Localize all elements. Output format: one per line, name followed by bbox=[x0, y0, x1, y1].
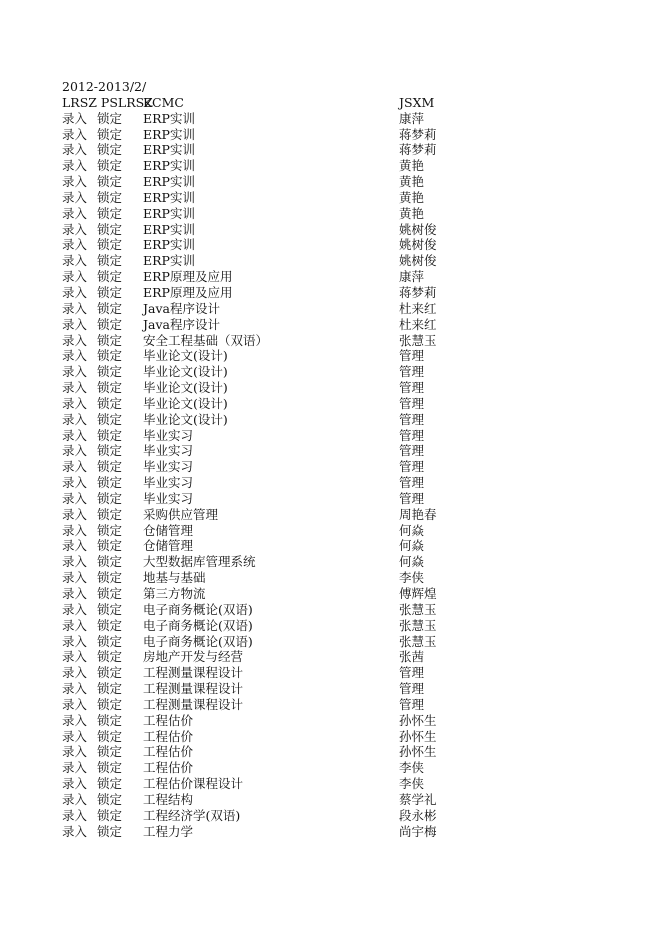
kcmc-cell: 毕业实习 bbox=[143, 490, 194, 506]
table-row bbox=[62, 475, 622, 491]
jsxm-cell: 蔡学礼 bbox=[399, 791, 437, 807]
header-jsxm: JSXM bbox=[399, 94, 435, 110]
jsxm-cell: 管理 bbox=[399, 696, 425, 712]
pslrsz-cell: 锁定 bbox=[97, 538, 123, 554]
lrsz-cell: 录入 bbox=[62, 142, 88, 158]
kcmc-cell: 毕业论文(设计) bbox=[143, 411, 228, 427]
kcmc-cell: Java程序设计 bbox=[143, 316, 220, 332]
lrsz-cell: 录入 bbox=[62, 538, 88, 554]
lrsz-cell: 录入 bbox=[62, 221, 88, 237]
pslrsz-cell: 锁定 bbox=[97, 459, 123, 475]
table-row bbox=[62, 333, 622, 349]
jsxm-cell: 康萍 bbox=[399, 269, 425, 285]
kcmc-cell: ERP实训 bbox=[143, 189, 195, 205]
pslrsz-cell: 锁定 bbox=[97, 300, 123, 316]
lrsz-cell: 录入 bbox=[62, 380, 88, 396]
kcmc-cell: 工程估价课程设计 bbox=[143, 776, 244, 792]
kcmc-cell: 工程估价 bbox=[143, 728, 194, 744]
lrsz-cell: 录入 bbox=[62, 554, 88, 570]
table-row bbox=[62, 507, 622, 523]
lrsz-cell: 录入 bbox=[62, 633, 88, 649]
table-row bbox=[62, 491, 622, 507]
table-row bbox=[62, 538, 622, 554]
lrsz-cell: 录入 bbox=[62, 665, 88, 681]
pslrsz-cell: 锁定 bbox=[97, 696, 123, 712]
pslrsz-cell: 锁定 bbox=[97, 221, 123, 237]
table-row bbox=[62, 808, 622, 824]
jsxm-cell: 黄艳 bbox=[399, 205, 425, 221]
table-row bbox=[62, 760, 622, 776]
table-row bbox=[62, 776, 622, 792]
lrsz-cell: 录入 bbox=[62, 269, 88, 285]
jsxm-cell: 周艳春 bbox=[399, 506, 437, 522]
pslrsz-cell: 锁定 bbox=[97, 475, 123, 491]
header-kcmc: KCMC bbox=[143, 94, 184, 110]
kcmc-cell: 采购供应管理 bbox=[143, 506, 219, 522]
kcmc-cell: 房地产开发与经营 bbox=[143, 649, 244, 665]
kcmc-cell: 电子商务概论(双语) bbox=[143, 617, 253, 633]
kcmc-cell: 工程测量课程设计 bbox=[143, 681, 244, 697]
jsxm-cell: 何焱 bbox=[399, 554, 425, 570]
pslrsz-cell: 锁定 bbox=[97, 728, 123, 744]
table-row bbox=[62, 301, 622, 317]
lrsz-cell: 录入 bbox=[62, 649, 88, 665]
kcmc-cell: ERP实训 bbox=[143, 110, 195, 126]
lrsz-cell: 录入 bbox=[62, 791, 88, 807]
pslrsz-cell: 锁定 bbox=[97, 253, 123, 269]
jsxm-cell: 张茜 bbox=[399, 649, 425, 665]
table-row bbox=[62, 158, 622, 174]
lrsz-cell: 录入 bbox=[62, 174, 88, 190]
lrsz-cell: 录入 bbox=[62, 823, 88, 839]
kcmc-cell: 电子商务概论(双语) bbox=[143, 601, 253, 617]
lrsz-cell: 录入 bbox=[62, 205, 88, 221]
jsxm-cell: 何焱 bbox=[399, 538, 425, 554]
lrsz-cell: 录入 bbox=[62, 411, 88, 427]
kcmc-cell: 安全工程基础（双语） bbox=[143, 332, 269, 348]
pslrsz-cell: 锁定 bbox=[97, 554, 123, 570]
pslrsz-cell: 锁定 bbox=[97, 205, 123, 221]
pslrsz-cell: 锁定 bbox=[97, 586, 123, 601]
jsxm-cell: 张慧玉 bbox=[399, 633, 437, 649]
table-row bbox=[62, 269, 622, 285]
lrsz-cell: 录入 bbox=[62, 712, 88, 728]
kcmc-cell: 毕业论文(设计) bbox=[143, 395, 228, 411]
table-row bbox=[62, 428, 622, 444]
pslrsz-cell: 锁定 bbox=[97, 776, 123, 792]
table-row bbox=[62, 443, 622, 459]
pslrsz-cell: 锁定 bbox=[97, 237, 123, 253]
pslrsz-cell: 锁定 bbox=[97, 174, 123, 190]
pslrsz-cell: 锁定 bbox=[97, 823, 123, 839]
pslrsz-cell: 锁定 bbox=[97, 158, 123, 174]
pslrsz-cell: 锁定 bbox=[97, 522, 123, 538]
kcmc-cell: ERP原理及应用 bbox=[143, 284, 233, 300]
jsxm-cell: 管理 bbox=[399, 681, 425, 697]
table-row bbox=[62, 222, 622, 238]
jsxm-cell: 管理 bbox=[399, 427, 425, 443]
kcmc-cell: ERP实训 bbox=[143, 142, 195, 158]
kcmc-cell: 毕业实习 bbox=[143, 427, 194, 443]
jsxm-cell: 段永彬 bbox=[399, 807, 437, 823]
table-body bbox=[62, 111, 622, 840]
kcmc-cell: 毕业实习 bbox=[143, 459, 194, 475]
lrsz-cell: 录入 bbox=[62, 617, 88, 633]
kcmc-cell: 工程估价 bbox=[143, 744, 194, 760]
kcmc-cell: 工程测量课程设计 bbox=[143, 665, 244, 681]
jsxm-cell: 康萍 bbox=[399, 110, 425, 126]
kcmc-cell: 工程经济学(双语) bbox=[143, 807, 241, 823]
jsxm-cell: 李侠 bbox=[399, 570, 425, 586]
pslrsz-cell: 锁定 bbox=[97, 284, 123, 300]
kcmc-cell: Java程序设计 bbox=[143, 300, 220, 316]
table-row bbox=[62, 174, 622, 190]
lrsz-cell: 录入 bbox=[62, 506, 88, 522]
lrsz-cell: 录入 bbox=[62, 601, 88, 617]
pslrsz-cell: 锁定 bbox=[97, 269, 123, 285]
kcmc-cell: ERP实训 bbox=[143, 253, 195, 269]
jsxm-cell: 孙怀生 bbox=[399, 712, 437, 728]
lrsz-cell: 录入 bbox=[62, 427, 88, 443]
jsxm-cell: 孙怀生 bbox=[399, 744, 437, 760]
kcmc-cell: 工程结构 bbox=[143, 791, 194, 807]
jsxm-cell: 管理 bbox=[399, 380, 425, 396]
jsxm-cell: 孙怀生 bbox=[399, 728, 437, 744]
pslrsz-cell: 锁定 bbox=[97, 760, 123, 776]
table-row bbox=[62, 744, 622, 760]
jsxm-cell: 黄艳 bbox=[399, 174, 425, 190]
lrsz-cell: 录入 bbox=[62, 158, 88, 174]
jsxm-cell: 管理 bbox=[399, 459, 425, 475]
jsxm-cell: 张慧玉 bbox=[399, 332, 437, 348]
lrsz-cell: 录入 bbox=[62, 681, 88, 697]
pslrsz-cell: 锁定 bbox=[97, 142, 123, 158]
table-row bbox=[62, 412, 622, 428]
table-row bbox=[62, 570, 622, 586]
jsxm-cell: 杜来红 bbox=[399, 316, 437, 332]
table-row bbox=[62, 523, 622, 539]
kcmc-cell: ERP原理及应用 bbox=[143, 269, 233, 285]
table-row bbox=[62, 602, 622, 618]
kcmc-cell: ERP实训 bbox=[143, 126, 195, 142]
jsxm-cell: 管理 bbox=[399, 395, 425, 411]
table-row bbox=[62, 618, 622, 634]
lrsz-cell: 录入 bbox=[62, 744, 88, 760]
header-row bbox=[62, 95, 622, 111]
jsxm-cell: 管理 bbox=[399, 411, 425, 427]
kcmc-cell: 地基与基础 bbox=[143, 570, 206, 586]
lrsz-cell: 录入 bbox=[62, 332, 88, 348]
term-label: 2012-2013/2/ bbox=[62, 79, 147, 94]
pslrsz-cell: 锁定 bbox=[97, 649, 123, 665]
lrsz-cell: 录入 bbox=[62, 253, 88, 269]
jsxm-cell: 管理 bbox=[399, 665, 425, 681]
lrsz-cell: 录入 bbox=[62, 459, 88, 475]
kcmc-cell: 工程测量课程设计 bbox=[143, 696, 244, 712]
pslrsz-cell: 锁定 bbox=[97, 443, 123, 459]
kcmc-cell: 毕业论文(设计) bbox=[143, 364, 228, 380]
kcmc-cell: ERP实训 bbox=[143, 158, 195, 174]
kcmc-cell: ERP实训 bbox=[143, 237, 195, 253]
table-row bbox=[62, 206, 622, 222]
table-row bbox=[62, 237, 622, 253]
lrsz-cell: 录入 bbox=[62, 475, 88, 491]
pslrsz-cell: 锁定 bbox=[97, 570, 123, 586]
lrsz-cell: 录入 bbox=[62, 300, 88, 316]
lrsz-cell: 录入 bbox=[62, 586, 88, 601]
kcmc-cell: ERP实训 bbox=[143, 205, 195, 221]
lrsz-cell: 录入 bbox=[62, 364, 88, 380]
lrsz-cell: 录入 bbox=[62, 728, 88, 744]
pslrsz-cell: 锁定 bbox=[97, 506, 123, 522]
pslrsz-cell: 锁定 bbox=[97, 348, 123, 364]
kcmc-cell: 仓储管理 bbox=[143, 522, 194, 538]
table-row bbox=[62, 459, 622, 475]
jsxm-cell: 姚树俊 bbox=[399, 253, 437, 269]
lrsz-cell: 录入 bbox=[62, 110, 88, 126]
lrsz-cell: 录入 bbox=[62, 807, 88, 823]
pslrsz-cell: 锁定 bbox=[97, 681, 123, 697]
pslrsz-cell: 锁定 bbox=[97, 601, 123, 617]
pslrsz-cell: 锁定 bbox=[97, 712, 123, 728]
kcmc-cell: 第三方物流 bbox=[143, 586, 206, 601]
jsxm-cell: 蒋梦莉 bbox=[399, 126, 437, 142]
term-row bbox=[62, 79, 622, 95]
kcmc-cell: 工程估价 bbox=[143, 712, 194, 728]
table-row bbox=[62, 127, 622, 143]
pslrsz-cell: 锁定 bbox=[97, 110, 123, 126]
lrsz-cell: 录入 bbox=[62, 760, 88, 776]
jsxm-cell: 管理 bbox=[399, 364, 425, 380]
lrsz-cell: 录入 bbox=[62, 348, 88, 364]
table-row bbox=[62, 554, 622, 570]
pslrsz-cell: 锁定 bbox=[97, 395, 123, 411]
jsxm-cell: 姚树俊 bbox=[399, 237, 437, 253]
lrsz-cell: 录入 bbox=[62, 237, 88, 253]
jsxm-cell: 尚宇梅 bbox=[399, 823, 437, 839]
kcmc-cell: 大型数据库管理系统 bbox=[143, 554, 256, 570]
course-sheet bbox=[62, 79, 622, 840]
table-row bbox=[62, 190, 622, 206]
jsxm-cell: 张慧玉 bbox=[399, 617, 437, 633]
kcmc-cell: 工程估价 bbox=[143, 760, 194, 776]
jsxm-cell: 管理 bbox=[399, 490, 425, 506]
table-row bbox=[62, 142, 622, 158]
table-row bbox=[62, 111, 622, 127]
pslrsz-cell: 锁定 bbox=[97, 189, 123, 205]
kcmc-cell: ERP实训 bbox=[143, 221, 195, 237]
table-row bbox=[62, 824, 622, 840]
table-row bbox=[62, 713, 622, 729]
pslrsz-cell: 锁定 bbox=[97, 744, 123, 760]
pslrsz-cell: 锁定 bbox=[97, 791, 123, 807]
jsxm-cell: 黄艳 bbox=[399, 189, 425, 205]
kcmc-cell: 毕业实习 bbox=[143, 475, 194, 491]
kcmc-cell: 毕业实习 bbox=[143, 443, 194, 459]
lrsz-cell: 录入 bbox=[62, 443, 88, 459]
lrsz-cell: 录入 bbox=[62, 522, 88, 538]
jsxm-cell: 杜来红 bbox=[399, 300, 437, 316]
jsxm-cell: 管理 bbox=[399, 443, 425, 459]
lrsz-cell: 录入 bbox=[62, 395, 88, 411]
jsxm-cell: 黄艳 bbox=[399, 158, 425, 174]
table-row bbox=[62, 729, 622, 745]
lrsz-cell: 录入 bbox=[62, 189, 88, 205]
lrsz-cell: 录入 bbox=[62, 570, 88, 586]
table-row bbox=[62, 681, 622, 697]
jsxm-cell: 李侠 bbox=[399, 776, 425, 792]
pslrsz-cell: 锁定 bbox=[97, 665, 123, 681]
table-row bbox=[62, 649, 622, 665]
table-row bbox=[62, 586, 622, 602]
jsxm-cell: 管理 bbox=[399, 348, 425, 364]
kcmc-cell: 毕业论文(设计) bbox=[143, 380, 228, 396]
lrsz-cell: 录入 bbox=[62, 126, 88, 142]
lrsz-cell: 录入 bbox=[62, 490, 88, 506]
lrsz-cell: 录入 bbox=[62, 316, 88, 332]
table-row bbox=[62, 364, 622, 380]
pslrsz-cell: 锁定 bbox=[97, 411, 123, 427]
table-row bbox=[62, 665, 622, 681]
jsxm-cell: 何焱 bbox=[399, 522, 425, 538]
kcmc-cell: 毕业论文(设计) bbox=[143, 348, 228, 364]
jsxm-cell: 管理 bbox=[399, 475, 425, 491]
pslrsz-cell: 锁定 bbox=[97, 807, 123, 823]
jsxm-cell: 李侠 bbox=[399, 760, 425, 776]
table-row bbox=[62, 253, 622, 269]
kcmc-cell: 仓储管理 bbox=[143, 538, 194, 554]
kcmc-cell: 工程力学 bbox=[143, 823, 194, 839]
pslrsz-cell: 锁定 bbox=[97, 427, 123, 443]
kcmc-cell: ERP实训 bbox=[143, 174, 195, 190]
header-lrsz-pslrsz: LRSZ PSLRSZ bbox=[62, 94, 153, 110]
pslrsz-cell: 锁定 bbox=[97, 490, 123, 506]
pslrsz-cell: 锁定 bbox=[97, 316, 123, 332]
pslrsz-cell: 锁定 bbox=[97, 364, 123, 380]
table-row bbox=[62, 792, 622, 808]
jsxm-cell: 蒋梦莉 bbox=[399, 142, 437, 158]
lrsz-cell: 录入 bbox=[62, 284, 88, 300]
pslrsz-cell: 锁定 bbox=[97, 126, 123, 142]
pslrsz-cell: 锁定 bbox=[97, 633, 123, 649]
kcmc-cell: 电子商务概论(双语) bbox=[143, 633, 253, 649]
pslrsz-cell: 锁定 bbox=[97, 380, 123, 396]
pslrsz-cell: 锁定 bbox=[97, 332, 123, 348]
table-row bbox=[62, 396, 622, 412]
jsxm-cell: 姚树俊 bbox=[399, 221, 437, 237]
lrsz-cell: 录入 bbox=[62, 776, 88, 792]
lrsz-cell: 录入 bbox=[62, 696, 88, 712]
table-row bbox=[62, 317, 622, 333]
jsxm-cell: 蒋梦莉 bbox=[399, 284, 437, 300]
table-row bbox=[62, 634, 622, 650]
table-row bbox=[62, 285, 622, 301]
table-row bbox=[62, 380, 622, 396]
table-row bbox=[62, 348, 622, 364]
pslrsz-cell: 锁定 bbox=[97, 617, 123, 633]
jsxm-cell: 张慧玉 bbox=[399, 601, 437, 617]
table-row bbox=[62, 697, 622, 713]
jsxm-cell: 傅辉煌 bbox=[399, 586, 437, 601]
